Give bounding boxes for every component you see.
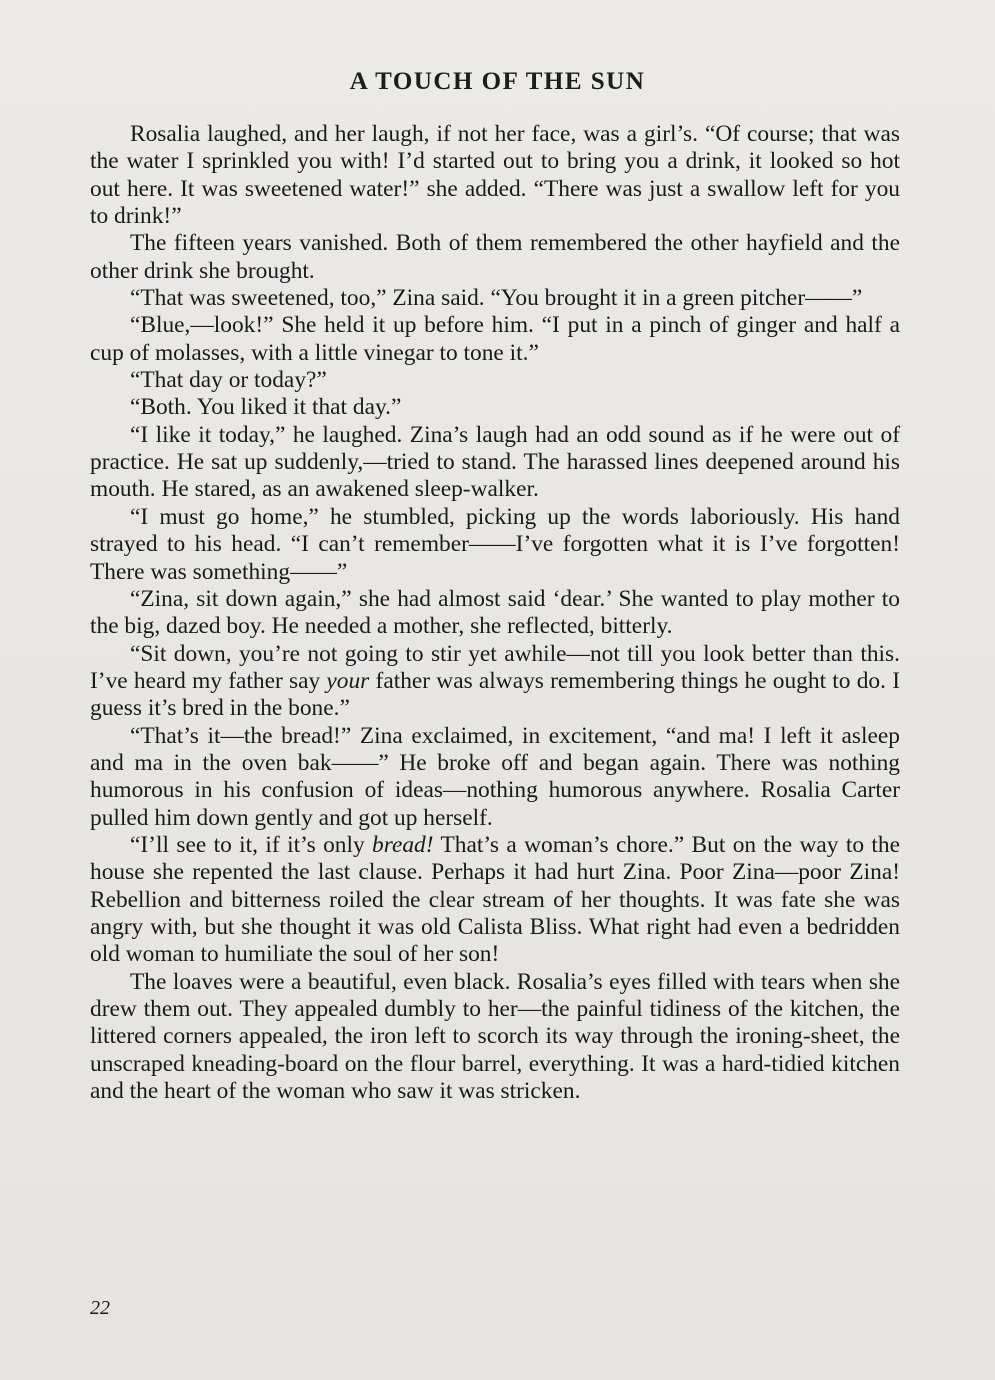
- paragraph: [90, 504, 900, 586]
- italic-text: bread!: [372, 831, 434, 858]
- paragraph-text: “That was sweetened, too,” Zina said. “You brought it in a green pitcher——”: [130, 285, 863, 312]
- paragraph-text: “Blue,—look!” She held it up before him. “I put in a pinch of ginger and half a cup of molasses, with a little vinegar to tone it.”: [90, 312, 900, 366]
- paragraph-text: father was always remembering things he ought to do. I guess it’s bred in the bone.”: [90, 667, 900, 722]
- body-text: [90, 121, 900, 1105]
- paragraph: [90, 367, 900, 394]
- paragraph-text: “I like it today,” he laughed. Zina’s laugh had an odd sound as if he were out of practice. He sat up suddenly,—tried to stand. The harassed lines deepened around his mouth. He stared, as an awakened sleep-walker.: [90, 421, 900, 503]
- italic-text: your: [326, 667, 370, 694]
- paragraph-text: “Both. You liked it that day.”: [130, 394, 402, 421]
- paragraph: [90, 230, 900, 285]
- paragraph: [90, 969, 900, 1106]
- paragraph-text: “That day or today?”: [130, 367, 327, 394]
- paragraph: [90, 285, 900, 312]
- paragraph-text: “Zina, sit down again,” she had almost said ‘dear.’ She wanted to play mother to the big, dazed boy. He needed a mother, she reflected, bitterly.: [90, 585, 900, 640]
- paragraph-text: “I’ll see to it, if it’s only: [130, 831, 373, 858]
- paragraph-text: That’s a woman’s chore.” But on the way to the house she repented the last clause. Perhaps it had hurt Zina. Poor Zina—poor Zina! Rebellion and bitterness roiled the clear stream of her thoughts. It was fate she was angry with, but she thought it was old Calista Bliss. What right had even a bedridden old woman to humiliate the soul of her son!: [90, 831, 900, 968]
- paragraph-text: Rosalia laughed, and her laugh, if not her face, was a girl’s. “Of course; that was the water I sprinkled you with! I’d started out to bring you a drink, it looked so hot out here. It was sweetened water!” she added. “There was just a swallow left for you to drink!”: [90, 121, 900, 230]
- paragraph: [90, 832, 900, 969]
- paragraph-text: The loaves were a beautiful, even black. Rosalia’s eyes filled with tears when she drew them out. They appealed dumbly to her—the painful tidiness of the kitchen, the littered corners appealed, the iron left to scorch its way through the ironing-sheet, the unscraped kneading-board on the flour barrel, everything. It was a hard-tidied kitchen and the heart of the woman who saw it was stricken.: [90, 968, 900, 1105]
- running-head: A TOUCH OF THE SUN: [349, 68, 646, 95]
- page-number: 22: [90, 1297, 110, 1319]
- paragraph: [90, 723, 900, 832]
- paragraph: [90, 121, 900, 230]
- paragraph: [90, 394, 900, 421]
- paragraph-text: The fifteen years vanished. Both of them remembered the other hayfield and the other drink she brought.: [90, 230, 900, 284]
- paragraph-text: “That’s it—the bread!” Zina exclaimed, in excitement, “and ma! I left it asleep and ma in the oven bak——” He broke off and began again. There was nothing humorous in his confusion of ideas—nothing humorous anywhere. Rosalia Carter pulled him down gently and got up herself.: [90, 722, 900, 831]
- paragraph: [90, 641, 900, 723]
- paragraph: [90, 312, 900, 367]
- paragraph-text: “I must go home,” he stumbled, picking up the words laboriously. His hand strayed to his head. “I can’t remember——I’ve forgotten what it is I’ve forgotten! There was something——”: [90, 503, 900, 585]
- paragraph-text: “Sit down, you’re not going to stir yet awhile—not till you look better than this. I’ve heard my father say: [90, 640, 900, 694]
- paragraph: [90, 422, 900, 504]
- paragraph: [90, 586, 900, 641]
